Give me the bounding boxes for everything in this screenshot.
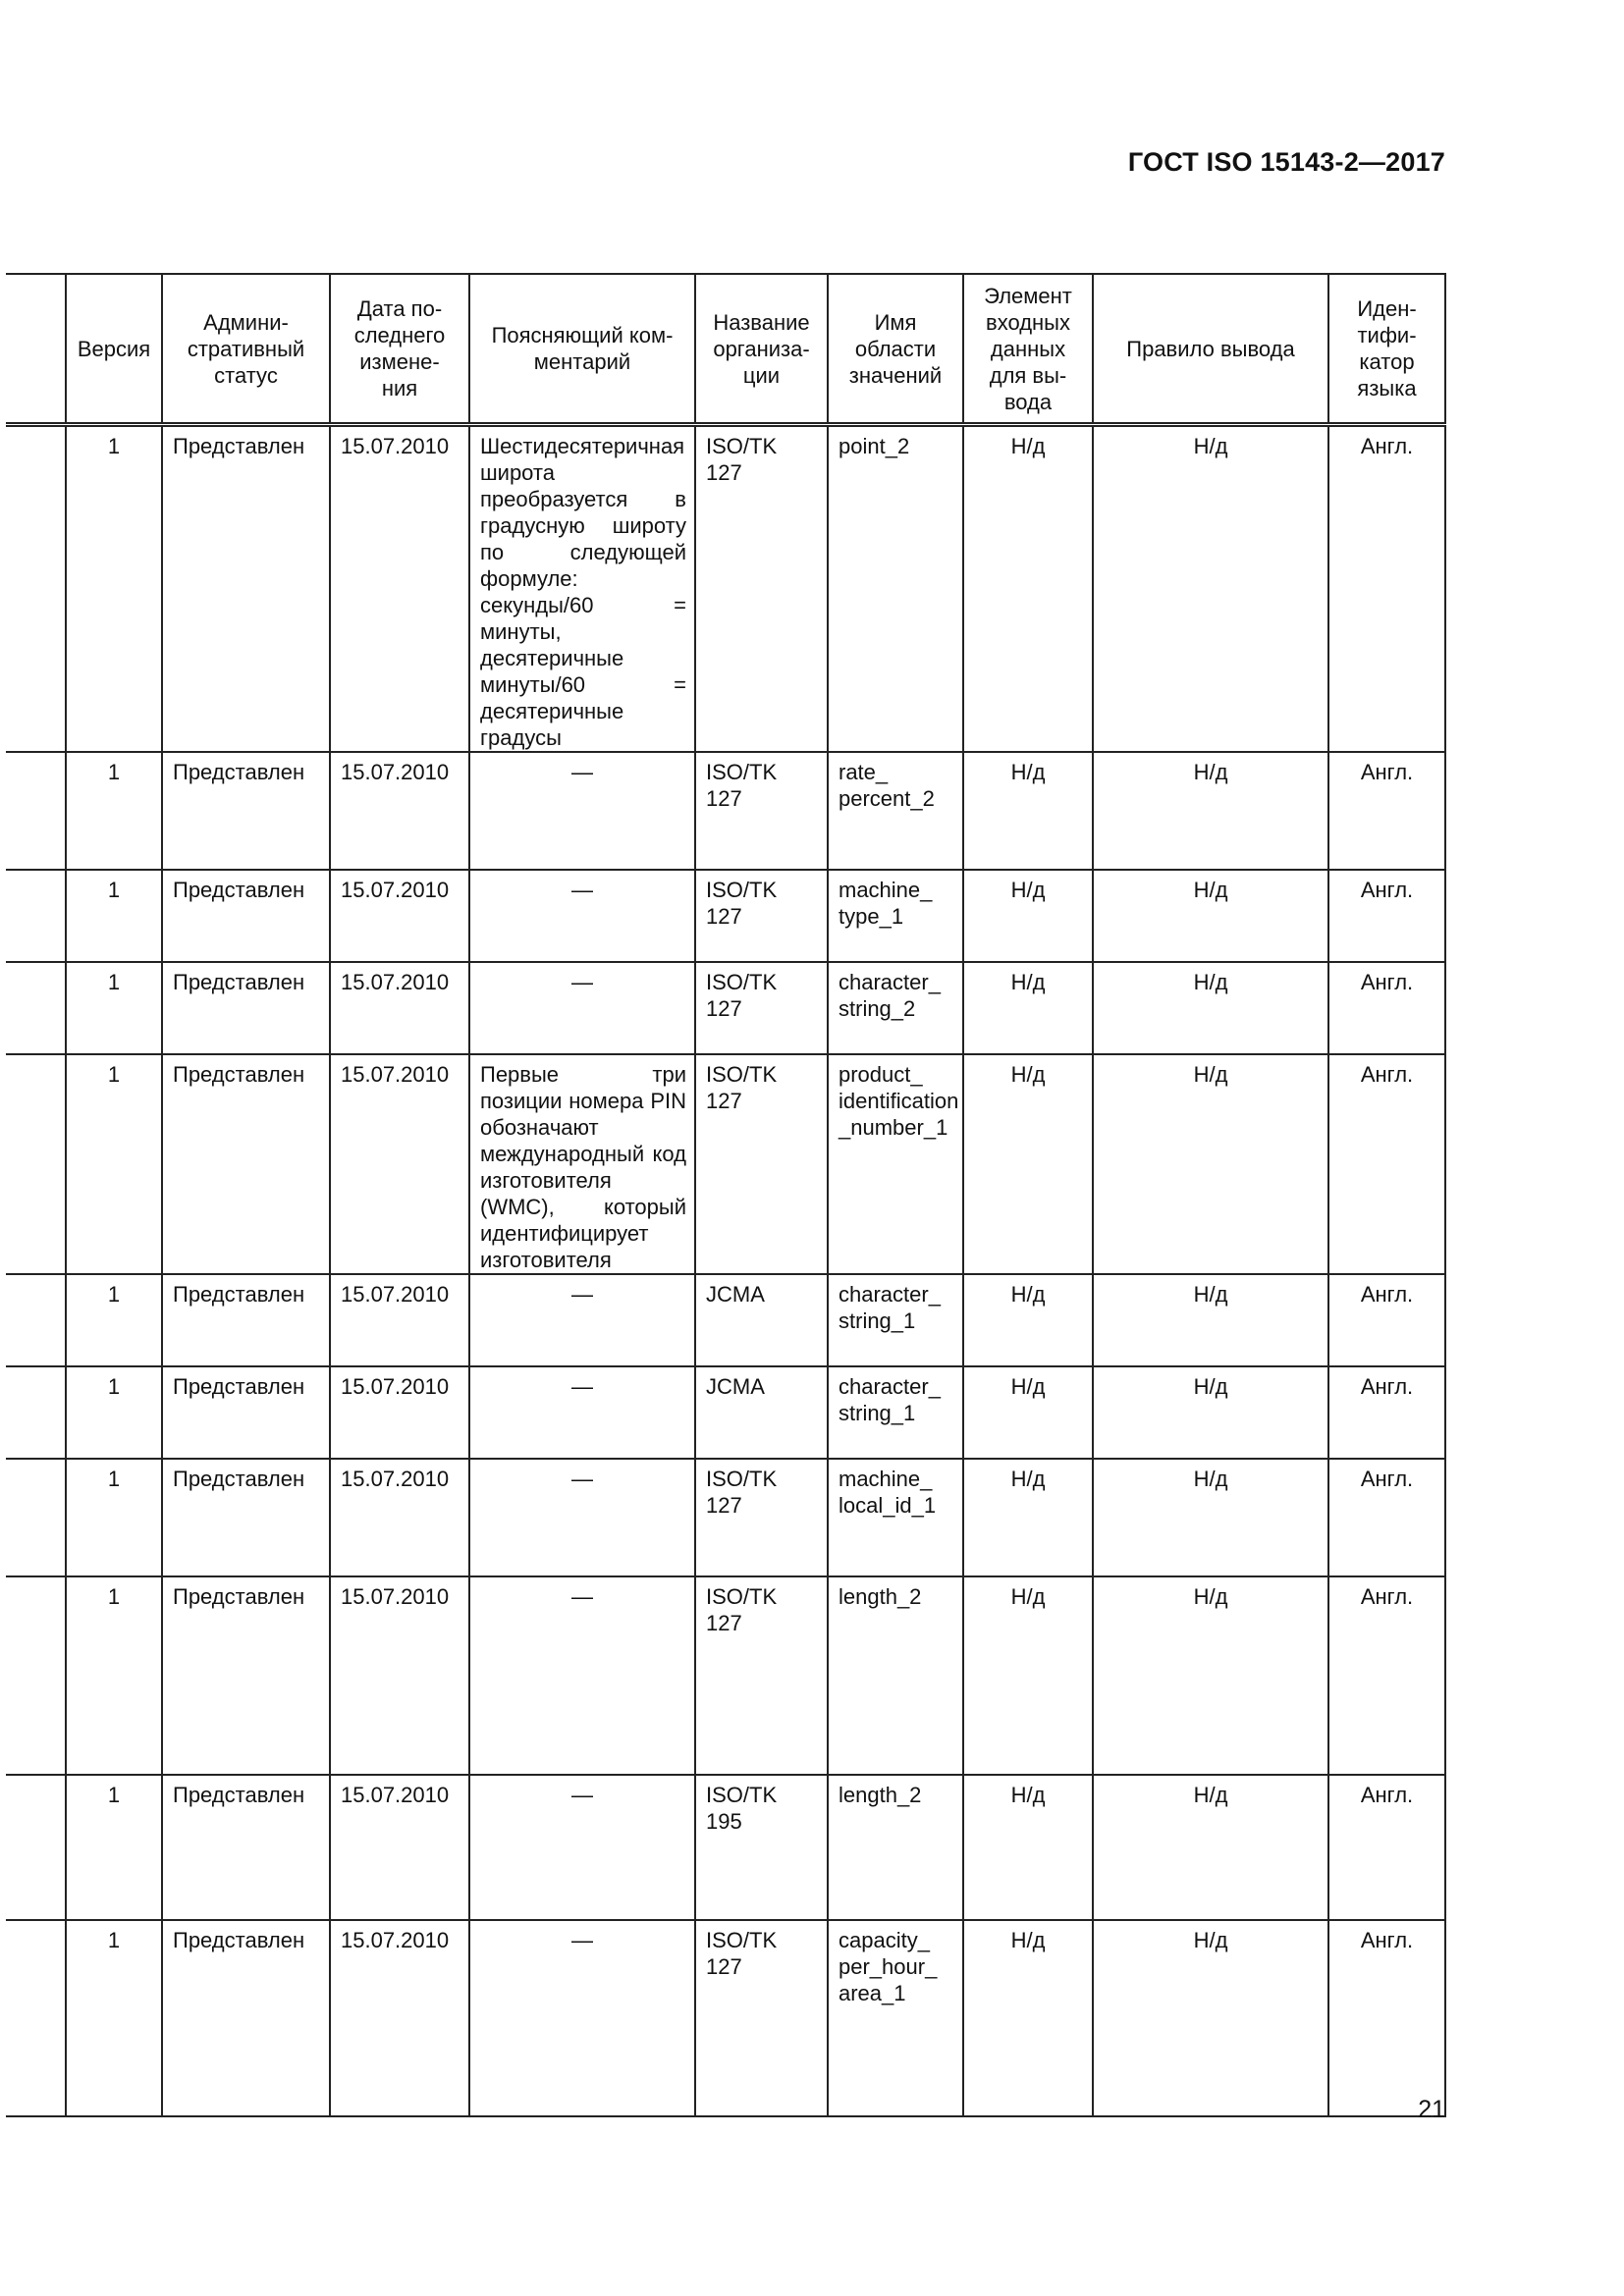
cell-language: Англ. xyxy=(1328,1366,1445,1459)
row-stub xyxy=(6,1459,66,1576)
cell-language: Англ. xyxy=(1328,1274,1445,1366)
row-stub xyxy=(6,752,66,870)
cell-date: 15.07.2010 xyxy=(330,870,469,962)
cell-comment: — xyxy=(469,1366,695,1459)
cell-status: Представлен xyxy=(162,752,330,870)
cell-organization: ISO/TK 127 xyxy=(695,1459,828,1576)
cell-derivation-rule: Н/д xyxy=(1093,1775,1328,1920)
cell-status: Представлен xyxy=(162,1054,330,1274)
cell-comment: — xyxy=(469,1274,695,1366)
cell-date: 15.07.2010 xyxy=(330,962,469,1054)
cell-input-element: Н/д xyxy=(963,1366,1093,1459)
cell-domain: machine_ local_id_1 xyxy=(828,1459,963,1576)
cell-input-element: Н/д xyxy=(963,962,1093,1054)
cell-domain: length_2 xyxy=(828,1576,963,1775)
row-stub xyxy=(6,962,66,1054)
cell-language: Англ. xyxy=(1328,870,1445,962)
cell-date: 15.07.2010 xyxy=(330,1366,469,1459)
cell-language: Англ. xyxy=(1328,1576,1445,1775)
cell-input-element: Н/д xyxy=(963,1274,1093,1366)
cell-date: 15.07.2010 xyxy=(330,1054,469,1274)
column-header-domain: Имя области значений xyxy=(828,274,963,425)
cell-derivation-rule: Н/д xyxy=(1093,425,1328,753)
row-stub xyxy=(6,1366,66,1459)
cell-input-element: Н/д xyxy=(963,870,1093,962)
cell-derivation-rule: Н/д xyxy=(1093,1274,1328,1366)
table-row xyxy=(6,1775,1445,1920)
cell-input-element: Н/д xyxy=(963,1576,1093,1775)
cell-organization: JCMA xyxy=(695,1274,828,1366)
cell-version: 1 xyxy=(66,1459,162,1576)
table-body xyxy=(6,425,1445,2117)
cell-organization: ISO/TK 195 xyxy=(695,1775,828,1920)
cell-comment: — xyxy=(469,1459,695,1576)
row-stub xyxy=(6,425,66,753)
cell-organization: ISO/TK 127 xyxy=(695,752,828,870)
cell-status: Представлен xyxy=(162,1274,330,1366)
column-header-comment: Поясняющий ком- ментарий xyxy=(469,274,695,425)
table-row xyxy=(6,1576,1445,1775)
cell-date: 15.07.2010 xyxy=(330,1274,469,1366)
cell-derivation-rule: Н/д xyxy=(1093,1920,1328,2116)
cell-version: 1 xyxy=(66,1274,162,1366)
table-row xyxy=(6,1459,1445,1576)
page-number: 21 xyxy=(1418,2096,1445,2123)
table-row xyxy=(6,1054,1445,1274)
cell-language: Англ. xyxy=(1328,962,1445,1054)
cell-version: 1 xyxy=(66,1576,162,1775)
cell-status: Представлен xyxy=(162,425,330,753)
cell-comment: — xyxy=(469,962,695,1054)
column-header-version: Версия xyxy=(66,274,162,425)
cell-domain: machine_ type_1 xyxy=(828,870,963,962)
cell-status: Представлен xyxy=(162,1459,330,1576)
cell-version: 1 xyxy=(66,1775,162,1920)
cell-status: Представлен xyxy=(162,870,330,962)
cell-input-element: Н/д xyxy=(963,1920,1093,2116)
cell-date: 15.07.2010 xyxy=(330,1920,469,2116)
cell-domain: character_ string_1 xyxy=(828,1366,963,1459)
cell-status: Представлен xyxy=(162,1920,330,2116)
cell-comment: — xyxy=(469,1576,695,1775)
table-row xyxy=(6,962,1445,1054)
row-stub xyxy=(6,1920,66,2116)
column-header-derivation-rule: Правило вывода xyxy=(1093,274,1328,425)
row-stub xyxy=(6,1775,66,1920)
cell-date: 15.07.2010 xyxy=(330,1775,469,1920)
column-header-stub xyxy=(6,274,66,425)
cell-organization: ISO/TK 127 xyxy=(695,962,828,1054)
cell-status: Представлен xyxy=(162,1366,330,1459)
table-row xyxy=(6,425,1445,753)
cell-language: Англ. xyxy=(1328,1920,1445,2116)
cell-domain: point_2 xyxy=(828,425,963,753)
cell-language: Англ. xyxy=(1328,1054,1445,1274)
cell-comment: — xyxy=(469,870,695,962)
cell-organization: ISO/TK 127 xyxy=(695,870,828,962)
cell-version: 1 xyxy=(66,752,162,870)
cell-domain: character_ string_2 xyxy=(828,962,963,1054)
cell-version: 1 xyxy=(66,1054,162,1274)
row-stub xyxy=(6,870,66,962)
column-header-language: Иден- тифи- катор языка xyxy=(1328,274,1445,425)
cell-domain: product_ identification _number_1 xyxy=(828,1054,963,1274)
cell-status: Представлен xyxy=(162,962,330,1054)
cell-organization: ISO/TK 127 xyxy=(695,1920,828,2116)
cell-input-element: Н/д xyxy=(963,752,1093,870)
table-row xyxy=(6,1920,1445,2116)
document-header: ГОСТ ISO 15143-2—2017 xyxy=(1127,147,1445,177)
column-header-input-element: Элемент входных данных для вы- вода xyxy=(963,274,1093,425)
cell-language: Англ. xyxy=(1328,752,1445,870)
cell-organization: ISO/TK 127 xyxy=(695,1054,828,1274)
row-stub xyxy=(6,1054,66,1274)
row-stub xyxy=(6,1576,66,1775)
cell-input-element: Н/д xyxy=(963,425,1093,753)
cell-date: 15.07.2010 xyxy=(330,1576,469,1775)
data-table xyxy=(6,273,1446,2117)
cell-comment: — xyxy=(469,752,695,870)
cell-input-element: Н/д xyxy=(963,1775,1093,1920)
cell-derivation-rule: Н/д xyxy=(1093,1576,1328,1775)
cell-comment: Шестидесятеричная широта преобразуется в градусную широту по следующей формуле: секунды/60 = минуты, десятеричные минуты/60 = десятеричные градусы xyxy=(469,425,695,753)
table-row xyxy=(6,752,1445,870)
cell-version: 1 xyxy=(66,1920,162,2116)
table-row xyxy=(6,870,1445,962)
cell-derivation-rule: Н/д xyxy=(1093,962,1328,1054)
cell-input-element: Н/д xyxy=(963,1054,1093,1274)
cell-date: 15.07.2010 xyxy=(330,425,469,753)
cell-comment: — xyxy=(469,1775,695,1920)
cell-language: Англ. xyxy=(1328,425,1445,753)
cell-organization: ISO/TK 127 xyxy=(695,425,828,753)
cell-version: 1 xyxy=(66,962,162,1054)
cell-derivation-rule: Н/д xyxy=(1093,1366,1328,1459)
cell-version: 1 xyxy=(66,870,162,962)
cell-domain: character_ string_1 xyxy=(828,1274,963,1366)
cell-date: 15.07.2010 xyxy=(330,752,469,870)
column-header-date: Дата по- следнего измене- ния xyxy=(330,274,469,425)
cell-derivation-rule: Н/д xyxy=(1093,752,1328,870)
cell-language: Англ. xyxy=(1328,1459,1445,1576)
cell-organization: ISO/TK 127 xyxy=(695,1576,828,1775)
cell-language: Англ. xyxy=(1328,1775,1445,1920)
cell-status: Представлен xyxy=(162,1775,330,1920)
table-row xyxy=(6,1274,1445,1366)
cell-organization: JCMA xyxy=(695,1366,828,1459)
column-header-organization: Название организа- ции xyxy=(695,274,828,425)
cell-date: 15.07.2010 xyxy=(330,1459,469,1576)
cell-derivation-rule: Н/д xyxy=(1093,1459,1328,1576)
cell-domain: capacity_ per_hour_ area_1 xyxy=(828,1920,963,2116)
table-row xyxy=(6,1366,1445,1459)
cell-comment: Первые три позиции номера PIN обозначают международный код изготовителя (WMC), который идентифицирует изготовителя xyxy=(469,1054,695,1274)
cell-version: 1 xyxy=(66,425,162,753)
row-stub xyxy=(6,1274,66,1366)
cell-domain: length_2 xyxy=(828,1775,963,1920)
cell-status: Представлен xyxy=(162,1576,330,1775)
cell-domain: rate_ percent_2 xyxy=(828,752,963,870)
cell-version: 1 xyxy=(66,1366,162,1459)
cell-derivation-rule: Н/д xyxy=(1093,870,1328,962)
table-header xyxy=(6,274,1445,425)
column-header-status: Админи- стративный статус xyxy=(162,274,330,425)
cell-input-element: Н/д xyxy=(963,1459,1093,1576)
cell-comment: — xyxy=(469,1920,695,2116)
cell-derivation-rule: Н/д xyxy=(1093,1054,1328,1274)
